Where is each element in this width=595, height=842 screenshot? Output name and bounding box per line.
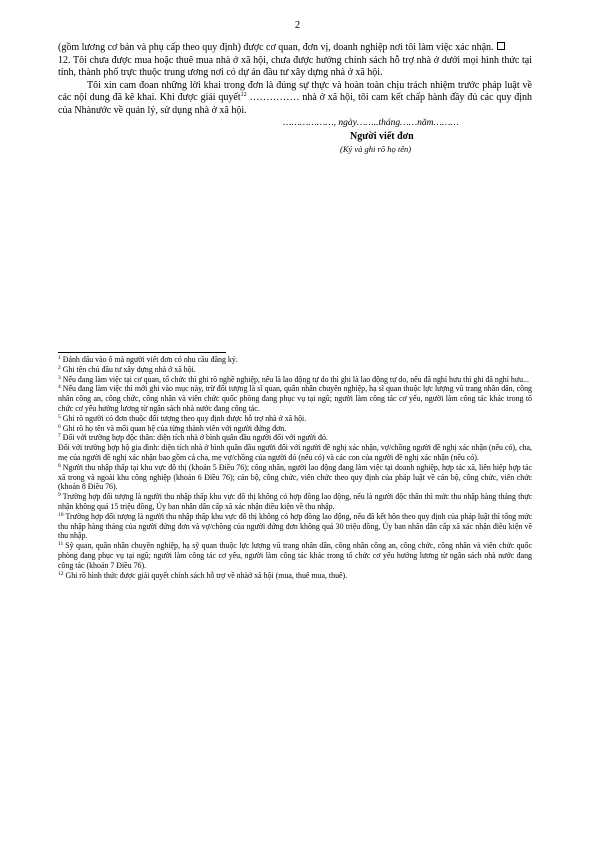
footnote-text: Người thu nhập thấp tại khu vực đô thị (khoản 5 Điều 76); công nhân, người lao động đang làm việc tại doanh nghiệp, hợp tác xã, liên hiệp hợp tác xã trong và ngoài khu công nghiệp (khoản 6 Điều 76); cán bộ, công chức, viên chức theo quy định của pháp luật về cán bộ, công chức, viên chức (khoản 8 Điều 76).	[58, 462, 532, 492]
footnote	[58, 355, 532, 365]
footnote-mark: 7	[58, 433, 61, 440]
footnote	[58, 375, 532, 385]
commitment-text-b: …………… nhà ở xã hội, tôi cam kết chấp hành đầy đủ các quy định của Nhànước về quản lý, sử dụng nhà ở xã hội.	[58, 92, 532, 116]
page-number: 2	[294, 20, 301, 31]
footnote-text: Ghi rõ hình thức được giải quyết chính sách hỗ trợ về nhàở xã hội (mua, thuê mua, thuê).	[65, 570, 348, 580]
signer-note: (Ký và ghi rõ họ tên)	[340, 144, 412, 154]
footnote-mark: 12	[58, 570, 64, 577]
footnote	[58, 541, 532, 570]
housing-support-paragraph: 12. Tôi chưa được mua hoặc thuê mua nhà ở xã hội, chưa được hưởng chính sách hỗ trợ nhà ở dưới mọi hình thức tại tỉnh, thành phố trực thuộc trung ương nơi có dự án đầu tư xây dựng nhà ở xã hội.	[58, 54, 532, 78]
footnote	[58, 512, 532, 541]
footnote-text: Đánh dấu vào ô mà người viết đơn có nhu cầu đăng ký.	[62, 355, 238, 364]
footnote	[58, 384, 532, 413]
footnote-text: Trường hợp đối tượng là người thu nhập thấp khu vực đô thị không có hợp đồng lao động, nếu là người độc thân thì mức thu nhập hàng tháng thực nhận không quá 15 triệu đồng, Ủy ban nhân dân cấp xã xác nhận điều kiện về thu nhập.	[58, 492, 532, 511]
footnote-text: Ghi rõ người có đơn thuộc đối tượng theo quy định được hỗ trợ nhà ở xã hội.	[62, 413, 307, 423]
footnote	[58, 414, 532, 424]
footnote	[58, 571, 532, 581]
footnote-text: Ghi rõ họ tên và mối quan hệ của từng thành viên với người đứng đơn.	[62, 423, 287, 433]
footnotes	[58, 355, 532, 580]
footnote-mark: 8	[58, 462, 61, 469]
form-body	[58, 42, 532, 156]
footnote	[58, 424, 532, 434]
footnote-text: Trường hợp đối tượng là người thu nhập thấp khu vực đô thị không có hợp đồng lao động, nếu đã kết hôn theo quy định của pháp luật thì tổng mức thu nhập hàng tháng của người đứng đơn và vợ/chồng của người đứng đơn không quá 30 triệu đồng, Ủy ban nhân dân cấp xã xác nhận điều kiện về thu nhập.	[58, 511, 532, 541]
footnote-mark: 2	[58, 364, 61, 371]
footnote-text: Ghi tên chủ đầu tư xây dựng nhà ở xã hội.	[62, 364, 196, 374]
commitment-text-a: Tôi xin cam đoan những lời khai trong đơn là đúng sự thực và hoàn toàn chịu trách nhiệm trước pháp luật về các nội dung đã kê khai. Khi được giải quyết	[58, 79, 532, 103]
footnote	[58, 365, 532, 375]
footnote-text: Đối với trường hợp độc thân: diện tích nhà ở bình quân đầu người đối với người đó.	[62, 433, 328, 443]
footnote-text: Đối với trường hợp hộ gia đình: diện tích nhà ở bình quân đầu người đối với người đề nghị xác nhận, vợ/chồng người đề nghị xác nhận (nếu có), cha, mẹ của người đề nghị xác nhận bao gồm cả cha, mẹ vợ/chồng của người đó (nếu có) và các con của người đề nghị xác nhận (nếu có).	[58, 443, 532, 462]
footnote-mark: 6	[58, 423, 61, 430]
footnote-ref-12: 12	[240, 92, 247, 98]
footnote-mark: 3	[58, 374, 61, 381]
footnote	[58, 433, 532, 443]
footnote-text: Nếu đang làm việc tại cơ quan, tổ chức thì ghi rõ nghề nghiệp, nếu là lao động tự do thì ghi là lao động tự do, nếu đã nghỉ hưu thì ghi đã nghỉ hưu...	[62, 374, 529, 384]
commitment-paragraph	[58, 80, 532, 118]
signer-title: Người viết đơn	[350, 130, 414, 142]
footnote-mark: 10	[58, 511, 64, 518]
footnote-mark: 4	[58, 384, 61, 391]
income-paragraph	[58, 42, 532, 55]
footnote-divider	[58, 352, 226, 353]
footnote	[58, 492, 532, 512]
footnote	[58, 463, 532, 492]
footnote-continuation	[58, 443, 532, 463]
footnote-mark: 9	[58, 492, 61, 499]
date-line: ………………, ngày……..tháng……năm………	[283, 118, 459, 128]
footnote-mark: 1	[58, 355, 61, 361]
footnote-mark: 5	[58, 413, 61, 420]
confirm-checkbox[interactable]	[497, 42, 505, 50]
footnote-text: Nếu đang làm việc thì mới ghi vào mục này, trừ đối tượng là sĩ quan, quân nhân chuyên nghiệp, hạ sĩ quan thuộc lực lượng vũ trang nhân dân, công nhân công an, công chức, công nhân và viên chức quốc phòng đang phục vụ tại ngũ; người làm công tác cơ yếu, người làm công tác khác trong tổ chức cơ yếu hưởng lương từ ngân sách nhà nước đang công tác.	[58, 384, 532, 413]
footnote-text: Sỹ quan, quân nhân chuyên nghiệp, hạ sỹ quan thuộc lực lượng vũ trang nhân dân, công nhân công an, công chức, công nhân và viên chức quốc phòng đang phục vụ tại ngũ; người làm công tác cơ yếu, người làm công tác khác trong tổ chức cơ yếu hưởng lương từ ngân sách nhà nước đang công tác (khoản 7 Điều 76).	[58, 541, 532, 570]
income-text: (gồm lương cơ bản và phụ cấp theo quy định) được cơ quan, đơn vị, doanh nghiệp nơi tôi làm việc xác nhận.	[58, 42, 494, 53]
footnote-mark: 11	[58, 541, 64, 548]
